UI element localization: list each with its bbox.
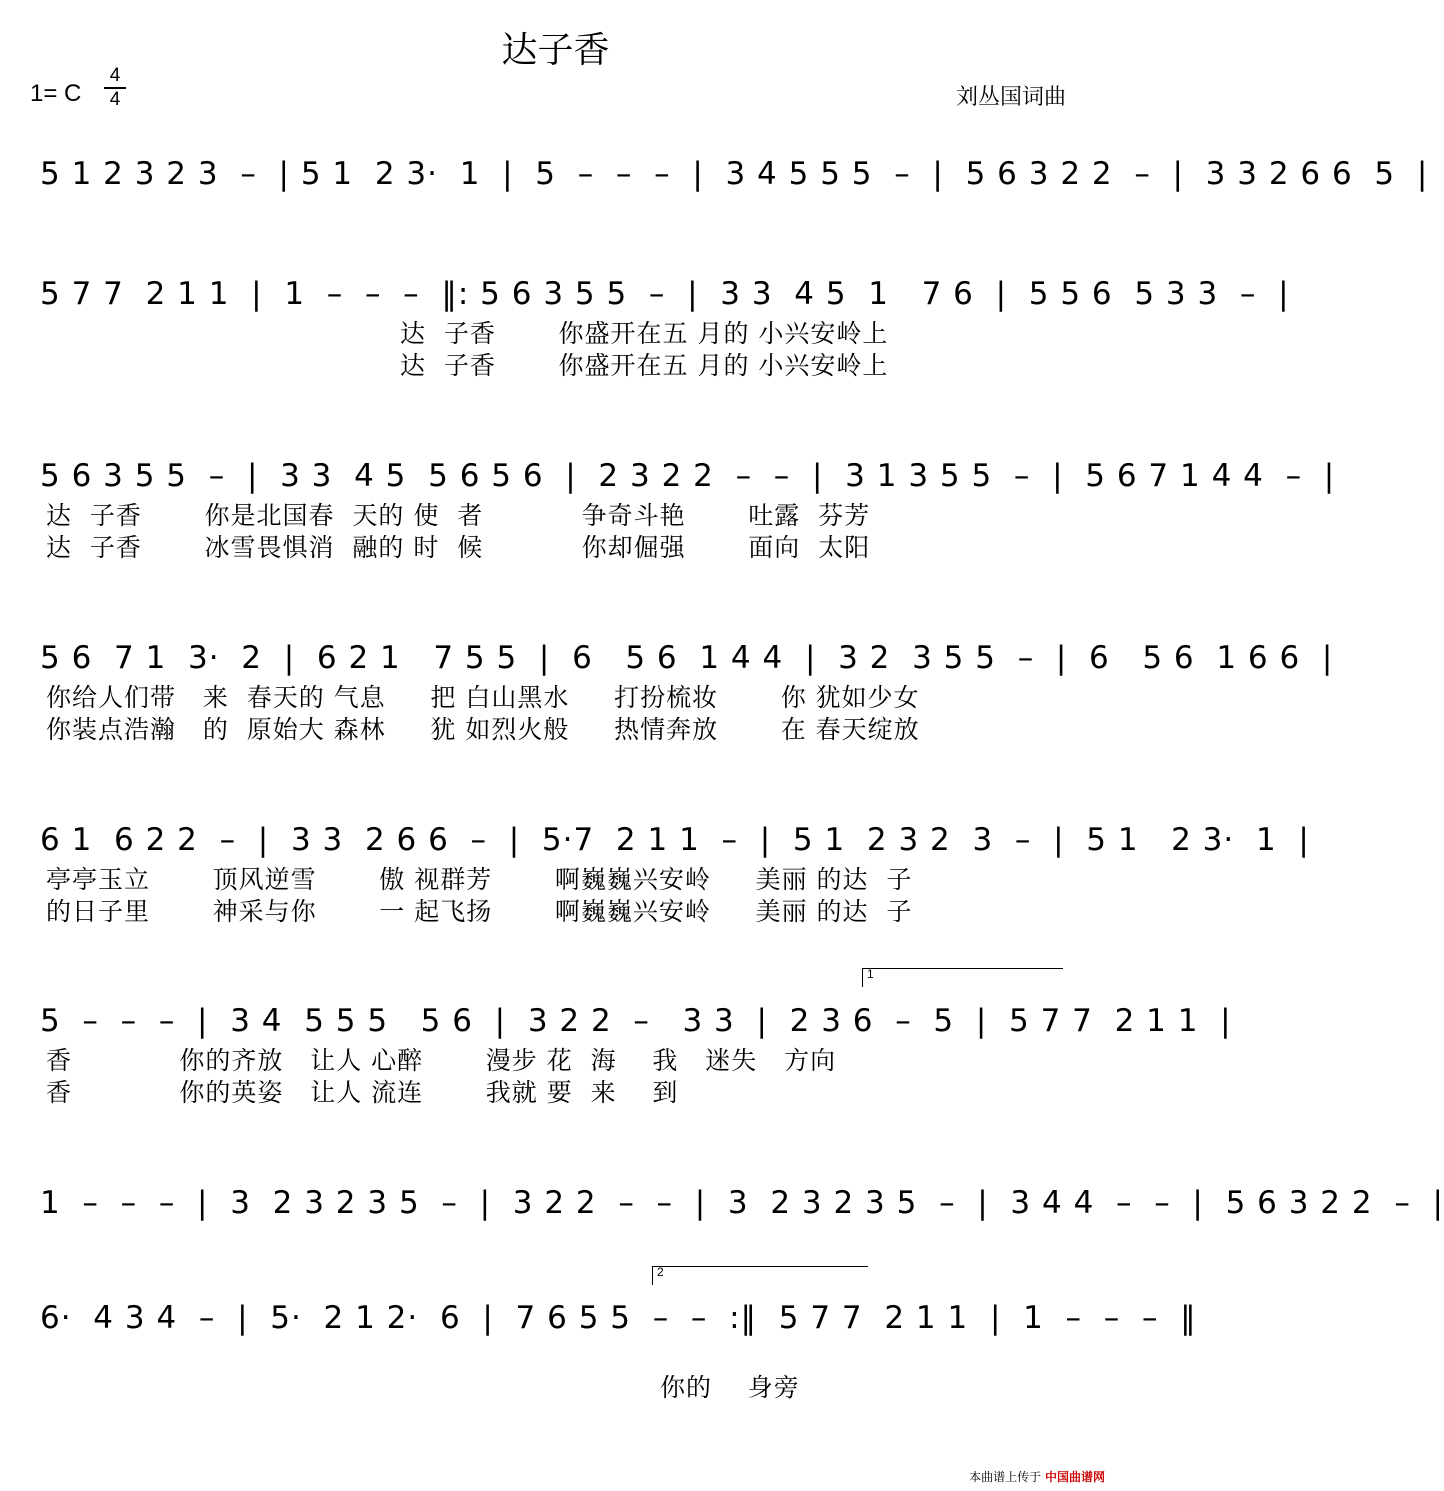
lyric-line: 你装点浩瀚 的 原始大 森林 犹 如烈火般 热情奔放 在 春天绽放: [46, 715, 920, 744]
lyric-line: 香 你的英姿 让人 流连 我就 要 来 到: [46, 1078, 679, 1107]
volta-bracket-1: [862, 968, 1063, 987]
footer-brand: 中国曲谱网: [1044, 1470, 1105, 1484]
meter-top: 4: [109, 65, 121, 86]
lyric-line: 香 你的齐放 让人 心醉 漫步 花 海 我 迷失 方向: [46, 1046, 837, 1075]
lyric-line: 亭亭玉立 顶风逆雪 傲 视群芳 啊巍巍兴安岭 美丽 的达 子: [46, 865, 913, 894]
notation-row-6: 5 – – – | 3 4 5 5 5 5 6 | 3 2 2 – 3 3 | 2 3 6 – 5 | 5 7 7 2 1 1 |: [40, 1003, 1232, 1039]
lyric-line: 达 子香 你盛开在五 月的 小兴安岭上: [400, 351, 889, 380]
lyric-line: 达 子香 你盛开在五 月的 小兴安岭上: [400, 319, 889, 348]
notation-row-7: 1 – – – | 3 2 3 2 3 5 – | 3 2 2 – – | 3 2 3 2 3 5 – | 3 4 4 – – | 5 6 3 2 2 – |: [40, 1185, 1444, 1221]
notation-row-1: 5 1 2 3 2 3 – | 5 1 2 3· 1 | 5 – – – | 3 4 5 5 5 – | 5 6 3 2 2 – | 3 3 2 6 6 5 |: [40, 156, 1429, 192]
notation-row-5: 6 1 6 2 2 – | 3 3 2 6 6 – | 5·7 2 1 1 – | 5 1 2 3 2 3 – | 5 1 2 3· 1 |: [40, 822, 1310, 858]
time-signature: [104, 66, 126, 110]
lyric-line: 你的 身旁: [660, 1373, 800, 1402]
page-title: 达子香: [501, 30, 610, 71]
key-signature: 1= C: [30, 80, 82, 107]
meter-bottom: 4: [109, 89, 121, 110]
volta-number: 2: [657, 1265, 664, 1279]
notation-row-3: 5 6 3 5 5 – | 3 3 4 5 5 6 5 6 | 2 3 2 2 – – | 3 1 3 5 5 – | 5 6 7 1 4 4 – |: [40, 458, 1336, 494]
composer-credit: 刘丛国词曲: [955, 85, 1066, 110]
lyric-line: 达 子香 你是北国春 天的 使 者 争奇斗艳 吐露 芬芳: [46, 501, 871, 530]
notation-row-4: 5 6 7 1 3· 2 | 6 2 1 7 5 5 | 6 5 6 1 4 4 | 3 2 3 5 5 – | 6 5 6 1 6 6 |: [40, 640, 1334, 676]
lyric-line: 达 子香 冰雪畏惧消 融的 时 候 你却倔强 面向 太阳: [46, 533, 871, 562]
lyric-line: 你给人们带 来 春天的 气息 把 白山黑水 打扮梳妆 你 犹如少女: [46, 683, 920, 712]
notation-row-2: 5 7 7 2 1 1 | 1 – – – ‖: 5 6 3 5 5 – | 3 3 4 5 1 7 6 | 5 5 6 5 3 3 – |: [40, 276, 1290, 312]
footer-text: 本曲谱上传于: [969, 1470, 1042, 1484]
notation-row-8: 6· 4 3 4 – | 5· 2 1 2· 6 | 7 6 5 5 – – :‖ 5 7 7 2 1 1 | 1 – – – ‖: [40, 1300, 1197, 1336]
volta-bracket-2: [652, 1266, 868, 1285]
volta-number: 1: [867, 967, 874, 981]
footer-credit: [969, 1468, 1105, 1485]
lyric-line: 的日子里 神采与你 一 起飞扬 啊巍巍兴安岭 美丽 的达 子: [46, 897, 913, 926]
